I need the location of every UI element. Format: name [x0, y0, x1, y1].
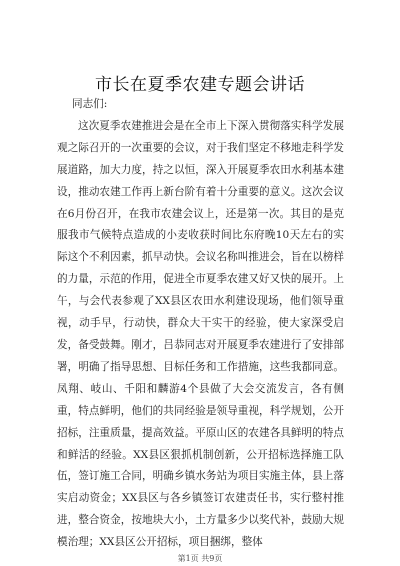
document-title: 市长在夏季农建专题会讲话 [95, 75, 305, 95]
body-paragraph: 这次夏季农建推进会是在全市上下深入贯彻落实科学发展观之际召开的一次重要的会议，对于我们坚定不移地走科学发展道路，加大力度，持之以恒，深入开展夏季农田水利基本建设，推动农建工作再上新台阶有着十分重要的意义。这次会议在6月份召开，在我市农建会议上，还是第一次。其目的是克服我市气候特点造成的小麦收获时间比东府晚10天左右的实际这个不利因素，抓早动快。会议名称叫推进会，旨在以榜样的力量，示范的作用，促进全市夏季农建又好又快的展开。上午，与会代表参观了XX县区农田水利建设现场，他们领导重视，动手早，行动快，群众大干实干的经验，使大家深受启发，备受鼓舞。刚才，吕恭同志对开展夏季农建进行了安排部署，明确了指导思想、目标任务和工作措施，这些我都同意。凤翔、岐山、千阳和麟游4个县做了大会交流发言，各有侧重，特点鲜明，他们的共同经验是领导重视，科学规划，公开招标，注重质量，提高效益。平原山区的农建各具鲜明的特点和鲜活的经验。XX县区狠抓机制创新，公开招标选择施工队伍，签订施工合同，明确乡镇水务站为项目实施主体，县上落实启动资金；XX县区与各乡镇签订农建责任书，实行整村推进，整合资金，按地块大小，土方量多少以奖代补，鼓励大规模治理；XX县区公开招标，项目捆绑，整体 [57, 119, 344, 549]
salutation: 同志们: [72, 98, 108, 110]
document-body [57, 94, 344, 554]
page-number: 第1页 共9页 [177, 554, 223, 563]
